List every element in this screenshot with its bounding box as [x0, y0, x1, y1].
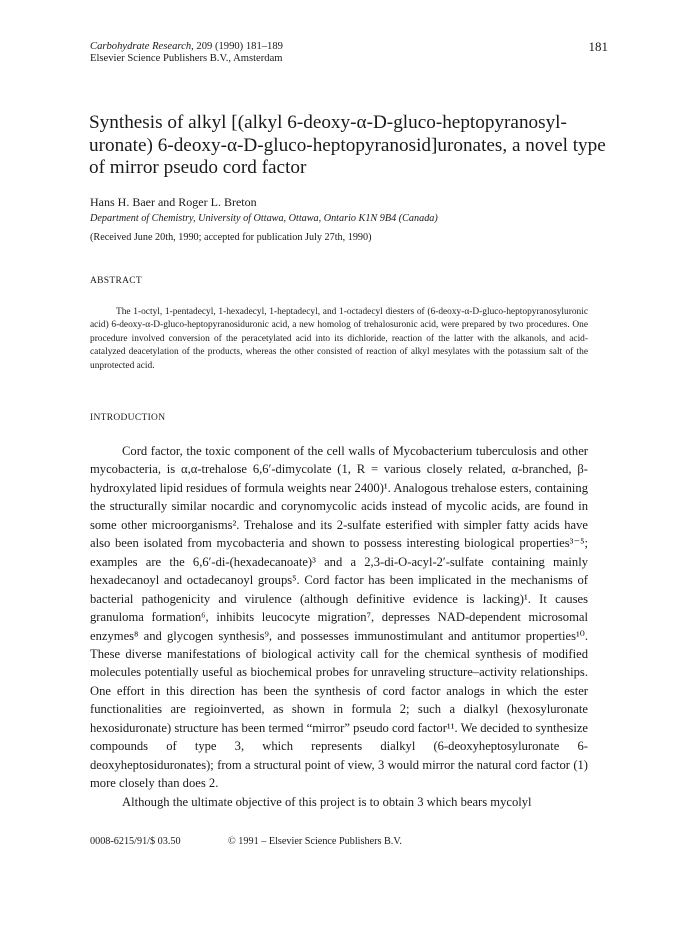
abstract-text: The 1-octyl, 1-pentadecyl, 1-hexadecyl, 1-heptadecyl, and 1-octadecyl diesters of (6-deoxy-α-D-gluco-heptopyranosyluronic acid) 6-deoxy-α-D-gluco-heptopyranosiduronic acid, a new homolog of trehalosuronic acid, were prepared by two procedures. One procedure involved conversion of the peracetylated acid into its dichloride, reaction of the latter with the alkanols, and acid-catalyzed deacetylation of the products, whereas the other consisted of reaction of alkyl mesylates with the potassium salt of the unprotected acid.	[90, 307, 588, 371]
introduction-body	[90, 442, 588, 811]
abstract-heading: ABSTRACT	[90, 276, 143, 286]
copyright: © 1991 – Elsevier Science Publishers B.V.	[228, 836, 402, 847]
journal-header	[90, 41, 283, 65]
introduction-paragraph-2: Although the ultimate objective of this project is to obtain 3 which bears mycolyl	[122, 794, 532, 809]
received-dates: (Received June 20th, 1990; accepted for publication July 27th, 1990)	[90, 232, 372, 243]
affiliation: Department of Chemistry, University of Ottawa, Ottawa, Ontario K1N 9B4 (Canada)	[90, 213, 438, 224]
introduction-heading: INTRODUCTION	[90, 413, 166, 423]
article-title: Synthesis of alkyl [(alkyl 6-deoxy-α-D-gluco-heptopyranosyl-uronate) 6-deoxy-α-D-gluco-heptopyranosid]uronates, a novel type of mirror pseudo cord factor	[89, 112, 606, 178]
page-number: 181	[588, 39, 608, 54]
issn: 0008-6215/91/$ 03.50	[90, 836, 181, 847]
authors: Hans H. Baer and Roger L. Breton	[90, 195, 257, 209]
journal-volume: 209 (1990) 181–189	[196, 41, 283, 52]
publisher: Elsevier Science Publishers B.V., Amsterdam	[90, 53, 283, 64]
journal-title: Carbohydrate Research,	[90, 41, 194, 52]
introduction-paragraph-1: Cord factor, the toxic component of the cell walls of Mycobacterium tuberculosis and other mycobacteria, is α,α-trehalose 6,6′-dimycolate (1, R = various closely related, α-branched, β-hydroxylated lipid residues of formula weights near 2400)¹. Analogous trehalose esters, containing the structurally similar nocardic and corynomycolic acids instead of mycolic acids, are found in some other microorganisms². Trehalose and its 2-sulfate esterified with simpler fatty acids have also been isolated from mycobacteria and shown to possess interesting biological properties³⁻⁵; examples are the 6,6′-di-(hexadecanoate)³ and a 2,3-di-O-acyl-2′-sulfate containing mainly hexadecanoyl and octadecanoyl groups⁵. Cord factor has been implicated in the mechanisms of bacterial pathogenicity and virulence (although definitive evidence is lacking)¹. It causes granuloma formation⁶, inhibits leucocyte migration⁷, depresses NAD-dependent microsomal enzymes⁸ and glycogen synthesis⁹, and possesses immunostimulant and antitumor properties¹⁰. These diverse manifestations of biological activity call for the chemical synthesis of modified molecules potentially useful as biochemical probes for unraveling structure–activity relationships. One effort in this direction has been the synthesis of cord factor analogs in which the ester functionalities are regioinverted, as shown in formula 2; such a dialkyl (hexosyluronate hexosiduronate) structure has been termed “mirror” pseudo cord factor¹¹. We decided to synthesize compounds of type 3, which represents dialkyl (6-deoxyheptosyluronate 6-deoxyheptosiduronates); from a structural point of view, 3 would mirror the natural cord factor (1) more closely than does 2.	[90, 444, 588, 791]
footer	[90, 836, 402, 847]
